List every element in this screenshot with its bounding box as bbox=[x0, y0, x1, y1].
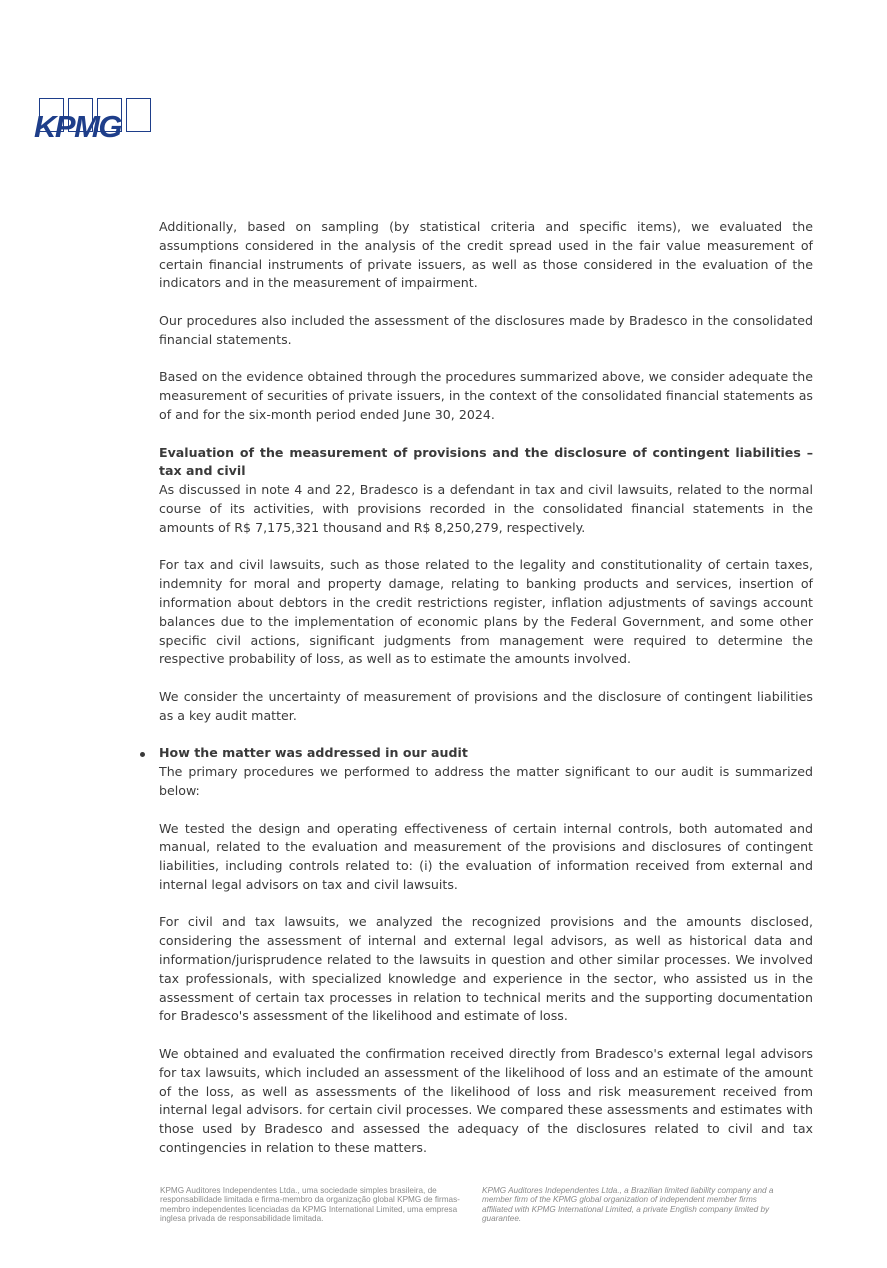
paragraph: We tested the design and operating effectiveness of certain internal controls, both automated and manual, related to the evaluation and measurement of the provisions and disclosures of contingent liabilities, including controls related to: (i) the evaluation of information received from external and internal legal advisors on tax and civil lawsuits. bbox=[159, 820, 813, 892]
kpmg-logo bbox=[34, 98, 152, 148]
paragraph: Additionally, based on sampling (by statistical criteria and specific items), we evaluated the assumptions considered in the analysis of the credit spread used in the fair value measurement of certain financial instruments of private issuers, as well as those considered in the evaluation of the indicators and in the measurement of impairment. bbox=[159, 219, 813, 291]
logo-wordmark: KPMG bbox=[34, 109, 121, 144]
paragraph: As discussed in note 4 and 22, Bradesco is a defendant in tax and civil lawsuits, related to the normal course of its activities, with provisions recorded in the consolidated financial statements in the amounts of R$ 7,175,321 thousand and R$ 8,250,279, respectively. bbox=[159, 482, 813, 535]
bullet-heading: How the matter was addressed in our audit bbox=[159, 745, 468, 761]
paragraph: We consider the uncertainty of measurement of provisions and the disclosure of contingent liabilities as a key audit matter. bbox=[159, 688, 813, 723]
bullet-icon bbox=[140, 752, 145, 757]
footer-portuguese: KPMG Auditores Independentes Ltda., uma sociedade simples brasileira, de responsabilidade limitada e firma-membro da organização global KPMG de firmas-membro independentes licenciadas da KPMG International Limited, uma empresa inglesa privada de responsabilidade limitada. bbox=[160, 1186, 460, 1223]
paragraph: Our procedures also included the assessment of the disclosures made by Bradesco in the consolidated financial statements. bbox=[159, 312, 813, 347]
paragraph: We obtained and evaluated the confirmation received directly from Bradesco's external legal advisors for tax lawsuits, which included an assessment of the likelihood of loss and an estimate of the amount of the loss, as well as assessments of the likelihood of loss and risk measurement received from internal legal advisors. for certain civil processes. We compared these assessments and estimates with those used by Bradesco and assessed the adequacy of the disclosures related to civil and tax contingencies in relation to these matters. bbox=[159, 1046, 813, 1156]
document-body bbox=[159, 218, 813, 1177]
section-heading: Evaluation of the measurement of provisions and the disclosure of contingent liabilities – tax and civil bbox=[159, 444, 813, 479]
paragraph: The primary procedures we performed to address the matter significant to our audit is summarized below: bbox=[159, 764, 813, 798]
paragraph: For tax and civil lawsuits, such as those related to the legality and constitutionality of certain taxes, indemnity for moral and property damage, relating to banking products and services, insertion of information about debtors in the credit restrictions register, inflation adjustments of savings account balances due to the implementation of economic plans by the Federal Government, and some other specific civil actions, significant judgments from management were required to determine the respective probability of loss, as well as to estimate the amounts involved. bbox=[159, 557, 813, 667]
logo-box bbox=[126, 98, 151, 132]
paragraph: Based on the evidence obtained through the procedures summarized above, we consider adequate the measurement of securities of private issuers, in the context of the consolidated financial statements as of and for the six-month period ended June 30, 2024. bbox=[159, 369, 813, 422]
footer-english: KPMG Auditores Independentes Ltda., a Brazilian limited liability company and a member firm of the KPMG global organization of independent member firms affiliated with KPMG International Limited, a private English company limited by guarantee. bbox=[482, 1186, 774, 1223]
page-footer bbox=[160, 1186, 800, 1236]
bullet-item bbox=[159, 744, 813, 763]
paragraph: For civil and tax lawsuits, we analyzed the recognized provisions and the amounts disclosed, considering the assessment of internal and external legal advisors, as well as historical data and information/jurisprudence related to the lawsuits in question and other similar processes. We involved tax professionals, with specialized knowledge and experience in the sector, who assisted us in the assessment of certain tax processes in relation to technical merits and the supporting documentation for Bradesco's assessment of the likelihood and estimate of loss. bbox=[159, 914, 813, 1024]
